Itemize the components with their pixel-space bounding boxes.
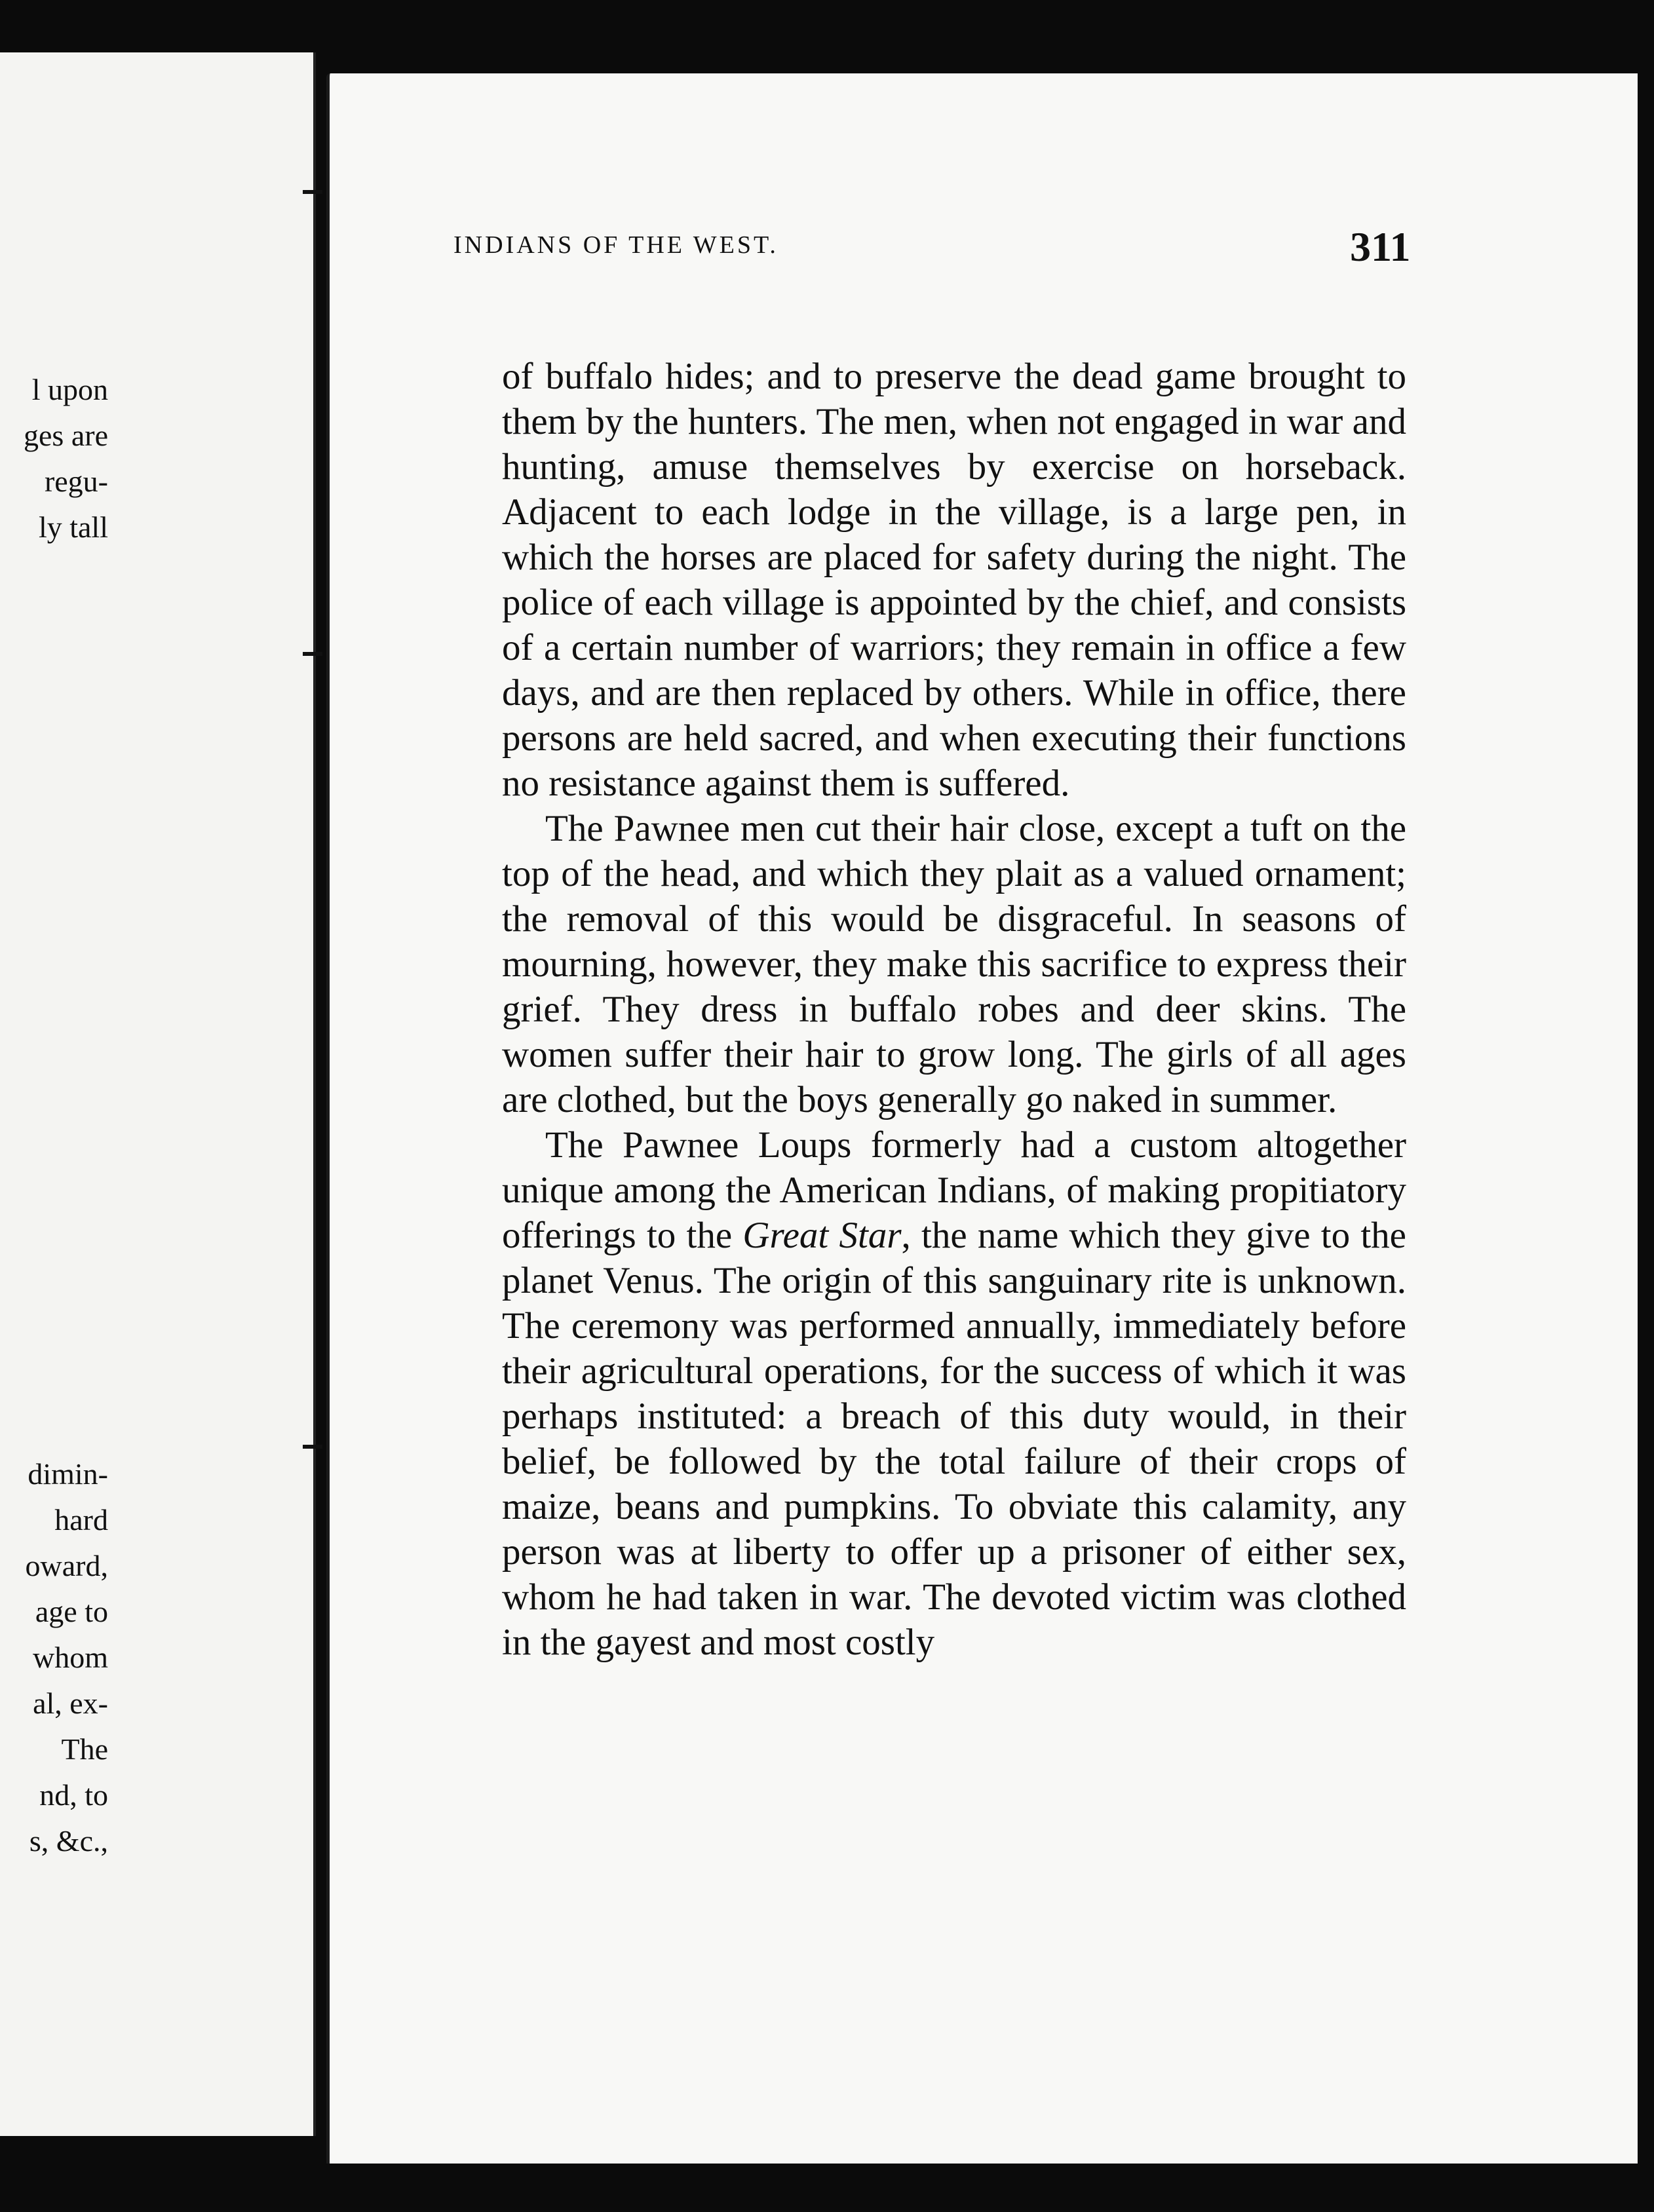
left-fragment: nd, to: [39, 1778, 108, 1812]
paragraph-3: [502, 1122, 1406, 1665]
paragraph-2: The Pawnee men cut their hair close, except a tuft on the top of the head, and which they plait as a valued ornament; the removal of this would be disgraceful. In seasons of mourning, however, they make this sacrifice to express their grief. They dress in buffalo robes and deer skins. The women suffer their hair to grow long. The girls of all ages are clothed, but the boys generally go naked in summer.: [502, 808, 1406, 1120]
left-fragment: al, ex-: [33, 1687, 108, 1720]
body-text: [502, 354, 1406, 1665]
page-number: 311: [1350, 223, 1411, 270]
left-page: [0, 52, 316, 2136]
great-star-italic: Great Star: [742, 1215, 902, 1256]
left-fragment: hard: [54, 1503, 108, 1536]
paragraph-1: of buffalo hides; and to preserve the dead game brought to them by the hunters. The men, when not engaged in war and hunting, amuse themselves by exercise on horseback. Adjacent to each lodge in the village, is a large pen, in which the horses are placed for safety during the night. The police of each village is appointed by the chief, and consists of a certain number of warriors; they remain in office a few days, and are then replaced by others. While in office, there persons are held sacred, and when executing their functions no resistance against them is suffered.: [502, 356, 1406, 804]
left-fragment: ly tall: [38, 510, 108, 544]
left-fragment: age to: [35, 1595, 108, 1628]
paragraph-3-before: The Pawnee Loups formerly had a custom altogether unique among the American Indians, of making propitiatory offerings to the: [502, 1124, 1406, 1256]
gutter-mark: [303, 652, 322, 656]
gutter-mark: [303, 190, 322, 194]
left-fragment: The: [61, 1732, 108, 1766]
left-fragment: dimin-: [28, 1457, 108, 1491]
gutter-mark: [303, 1445, 322, 1449]
running-head: INDIANS OF THE WEST.: [453, 231, 779, 259]
left-fragment: l upon: [31, 373, 108, 406]
left-fragment: whom: [33, 1641, 108, 1674]
paragraph-3-after: , the name which they give to the planet Venus. The origin of this sanguinary rite is unknown. The ceremony was performed annually, immediately before their agricultural operations, for the success of which it was perhaps instituted: a breach of this duty would, in their belief, be followed by the total failure of their crops of maize, beans and pumpkins. To obviate this calamity, any person was at liberty to offer up a prisoner of either sex, whom he had taken in war. The devoted victim was clothed in the gayest and most costly: [502, 1215, 1406, 1663]
left-fragment: ges are: [24, 419, 108, 452]
left-fragment: s, &c.,: [29, 1824, 108, 1858]
left-fragment: regu-: [44, 465, 108, 498]
left-fragment: oward,: [25, 1549, 108, 1582]
